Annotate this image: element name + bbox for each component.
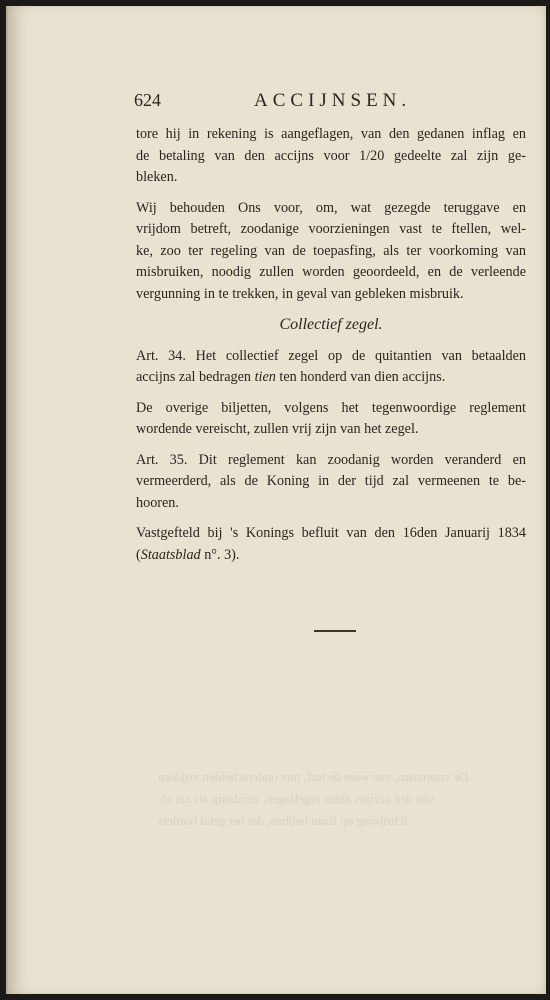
- text-fragment: (: [136, 546, 141, 563]
- text-line: ke, zoo ter regeling van de toepasfing, als ter voorkoming van: [136, 242, 526, 259]
- text-line: de betaling van den accijns voor 1/20 gedeelte zal zijn ge-: [136, 147, 526, 164]
- bleed-through-text: De voornaam, van wien de turf, met onderscheiden vrijdom: [158, 769, 469, 784]
- text-line: vermeerderd, als de Koning in der tijd zal vermeenen te be-: [136, 473, 526, 489]
- article-34: [136, 346, 526, 389]
- text-fragment: ten honderd van dien accijns.: [275, 369, 446, 385]
- end-rule: [314, 630, 356, 632]
- text-line: Art. 35. Dit reglement kan zoodanig worden veranderd en: [136, 451, 526, 468]
- text-line: tore hij in rekening is aangeflagen, van den gedanen inflag en: [136, 126, 526, 142]
- italic-word: tien: [254, 369, 276, 385]
- page-number: 624: [134, 90, 161, 110]
- text-line: [136, 545, 526, 567]
- text-line: bleken.: [136, 169, 178, 185]
- bleed-through-text: fchrijving op ftaan bebben, dat het getal borders: [158, 813, 408, 828]
- text-line: De overige biljetten, volgens het tegenwoordige reglement: [136, 399, 526, 416]
- page-header: [134, 90, 516, 114]
- text-line: vergunning in te trekken, in geval van gebleken misbruik.: [136, 285, 464, 302]
- text-line: Wij behouden Ons voor, om, wat gezegde teruggave en: [136, 199, 526, 216]
- text-line: vrijdom betreft, zoodanige voorzieningen vast te ftellen, wel-: [136, 221, 526, 237]
- paragraph-reservation: [136, 198, 526, 306]
- running-title: ACCIJNSEN.: [254, 90, 412, 111]
- text-fragment: n°. 3).: [200, 546, 240, 563]
- article-35: [136, 450, 526, 515]
- enactment-note: [136, 523, 526, 566]
- text-line: hooren.: [136, 494, 179, 511]
- section-heading: Collectief zegel.: [279, 316, 383, 333]
- text-line: [136, 367, 526, 389]
- text-line: Art. 34. Het collectief zegel op de quitantien van betaalden: [136, 347, 526, 364]
- paragraph-continuation: [136, 124, 526, 189]
- bleed-through-text: van den accijns aldus ingeflagen, zoodanig als zal af-: [158, 791, 435, 806]
- text-line: wordende vereischt, zullen vrij zijn van het zegel.: [136, 421, 419, 437]
- paragraph-other-tickets: [136, 398, 526, 441]
- page-body: [136, 124, 526, 575]
- italic-word: Staatsblad: [140, 546, 201, 563]
- text-line: Vastgefteld bij 's Konings befluit van den 16den Januarij 1834: [136, 525, 526, 541]
- book-page: [6, 6, 546, 994]
- text-line: misbruiken, noodig zullen worden geoordeeld, en de verleende: [136, 264, 526, 280]
- text-fragment: accijns zal bedragen: [136, 369, 255, 385]
